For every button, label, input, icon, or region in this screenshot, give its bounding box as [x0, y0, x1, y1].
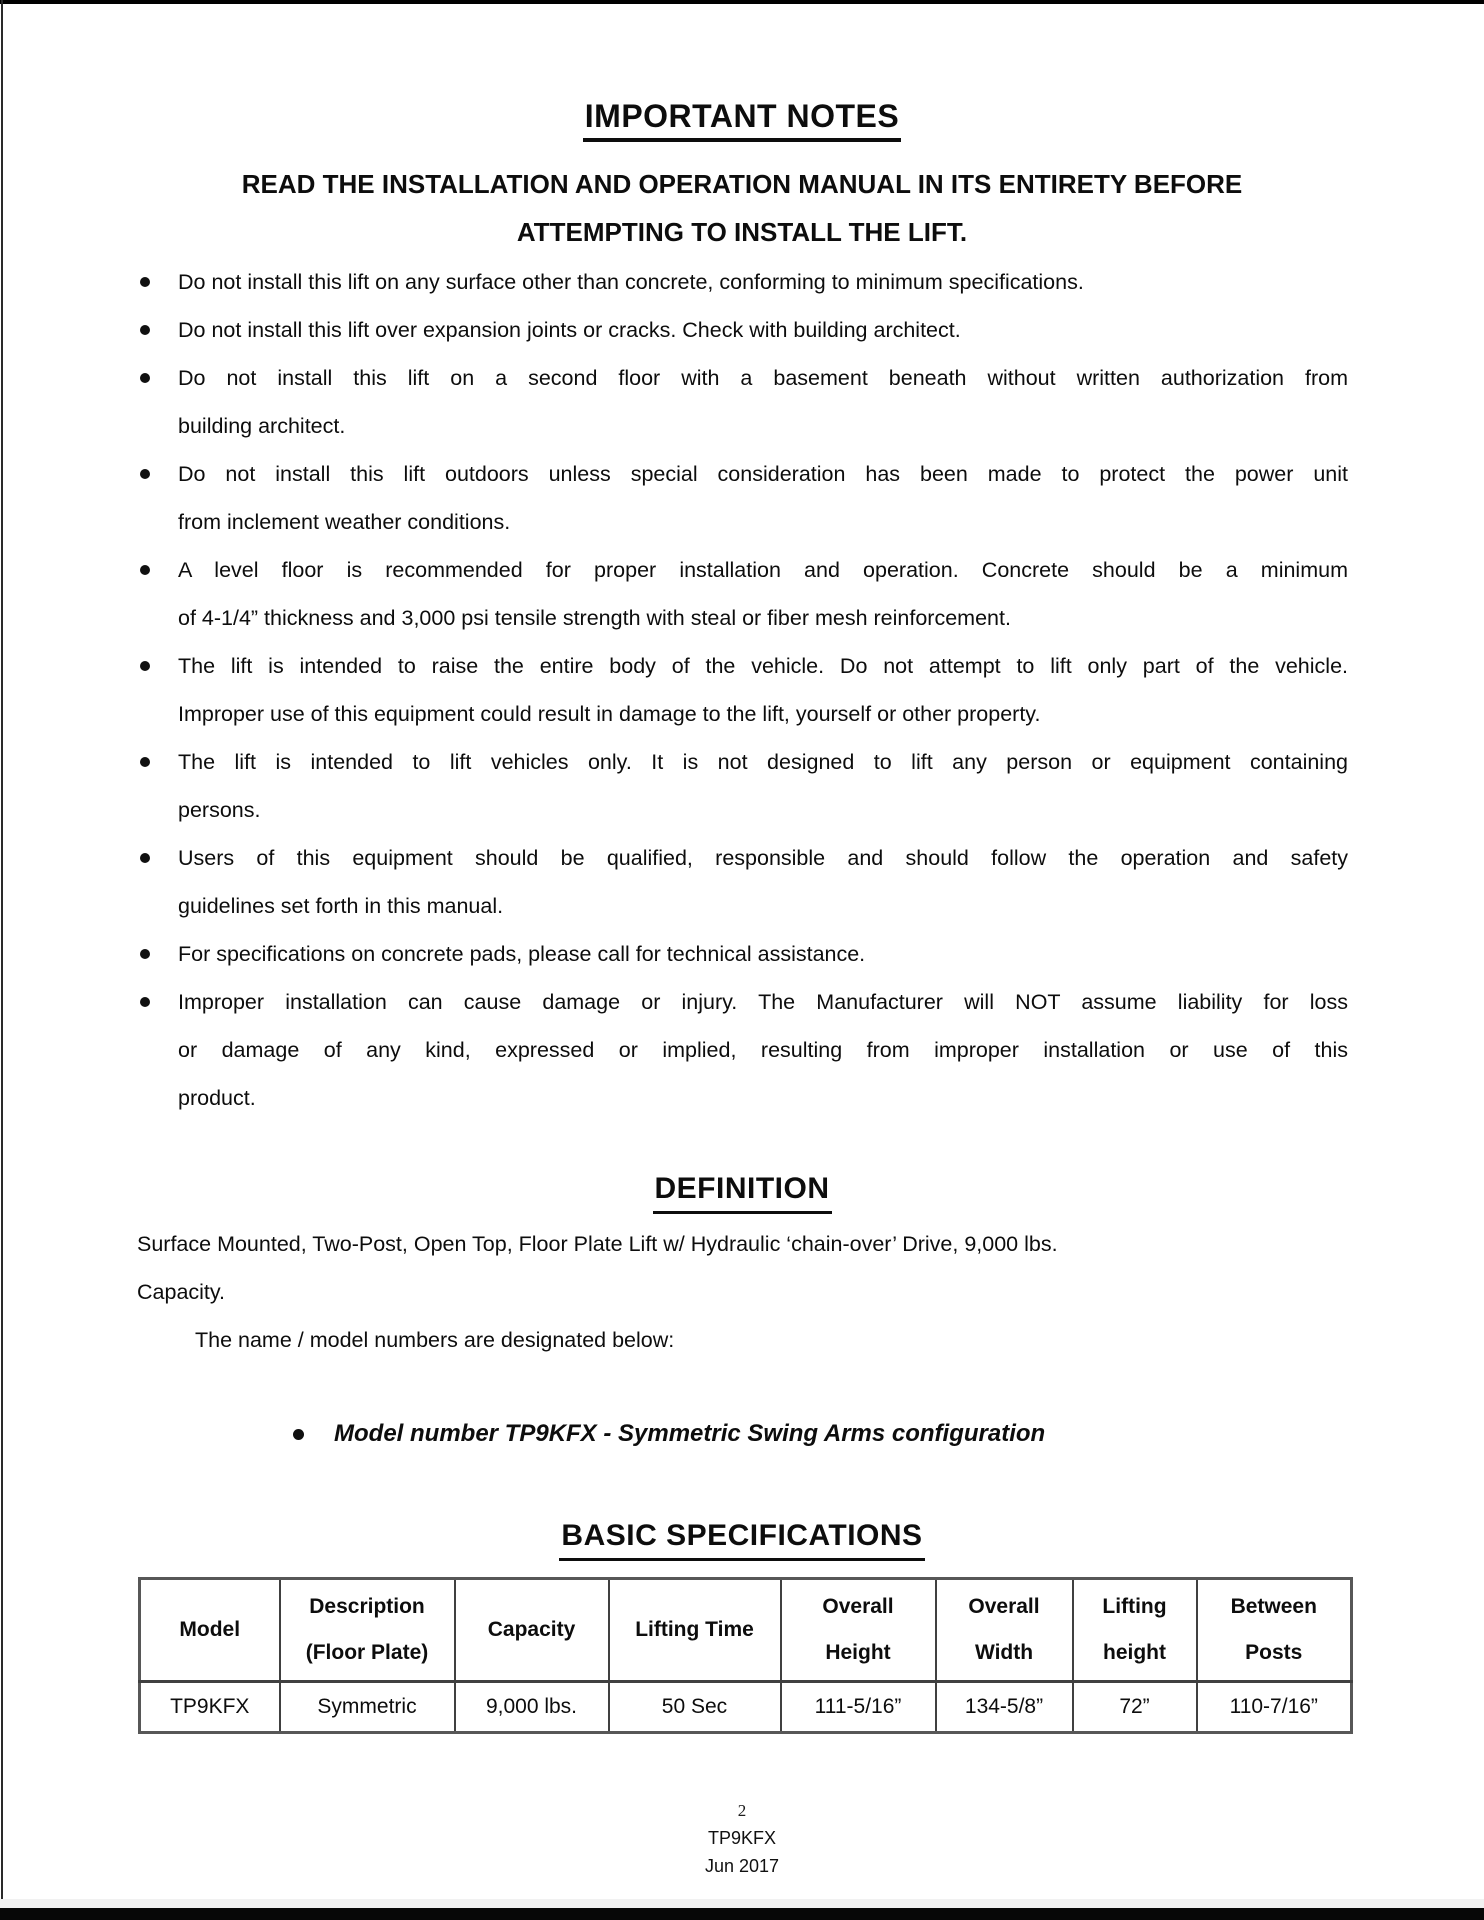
note-text	[178, 354, 1348, 450]
specifications-table	[138, 1577, 1353, 1734]
text-line: The lift is intended to lift vehicles only. It is not designed to lift any person or equipment containing	[178, 750, 1348, 774]
scan-top-edge	[0, 0, 1484, 4]
definition-paragraph	[137, 1220, 1348, 1316]
text-line: persons.	[178, 798, 261, 822]
bullet-icon	[140, 853, 150, 863]
cell-lifting-time: 50 Sec	[609, 1682, 781, 1733]
text-line: or damage of any kind, expressed or implied, resulting from improper installation or use of this	[178, 1038, 1348, 1062]
cell-lifting-height: 72”	[1073, 1682, 1197, 1733]
page-footer	[0, 1798, 1484, 1880]
text-line: of 4-1/4” thickness and 3,000 psi tensile strength with steal or fiber mesh reinforcement.	[178, 606, 1011, 630]
col-header-lifting-time: Lifting Time	[609, 1579, 781, 1682]
cell-between-posts: 110-7/16”	[1197, 1682, 1352, 1733]
col-header-lifting-height: Lifting height	[1073, 1579, 1197, 1682]
bullet-icon	[140, 325, 150, 335]
col-header-model: Model	[140, 1579, 280, 1682]
bullet-icon	[140, 277, 150, 287]
text-line: Do not install this lift on a second floor with a basement beneath without written authorization from	[178, 366, 1348, 390]
bullet-icon	[140, 661, 150, 671]
note-item	[178, 834, 1348, 930]
warning-line: ATTEMPTING TO INSTALL THE LIFT.	[516, 217, 968, 247]
col-header-capacity: Capacity	[455, 1579, 609, 1682]
page-title	[0, 96, 1484, 142]
model-number-item	[293, 1410, 1334, 1458]
bullet-icon	[140, 997, 150, 1007]
text-line: Do not install this lift outdoors unless special consideration has been made to protect the power unit	[178, 462, 1348, 486]
text-line: guidelines set forth in this manual.	[178, 894, 504, 918]
note-item	[178, 546, 1348, 642]
text-line: Surface Mounted, Two-Post, Open Top, Floor Plate Lift w/ Hydraulic ‘chain-over’ Drive, 9,000 lbs.	[137, 1232, 1058, 1256]
model-number-text: Model number TP9KFX - Symmetric Swing Arms configuration	[334, 1420, 1046, 1447]
bullet-icon	[140, 373, 150, 383]
scan-left-edge	[1, 0, 3, 1920]
note-text	[178, 258, 1348, 306]
cell-model: TP9KFX	[140, 1682, 280, 1733]
table-data-row	[140, 1682, 1352, 1733]
definition-heading-text: DEFINITION	[653, 1169, 832, 1214]
note-item	[178, 306, 1348, 354]
col-header-between-posts: Between Posts	[1197, 1579, 1352, 1682]
text-line: A level floor is recommended for proper installation and operation. Concrete should be a minimum	[178, 558, 1348, 582]
note-text	[178, 450, 1348, 546]
footer-date: Jun 2017	[704, 1856, 780, 1876]
scan-bottom-shade	[0, 1899, 1484, 1908]
note-item	[178, 930, 1348, 978]
bullet-icon	[140, 949, 150, 959]
note-item	[178, 978, 1348, 1122]
cell-capacity: 9,000 lbs.	[455, 1682, 609, 1733]
note-item	[178, 258, 1348, 306]
col-header-description: Description (Floor Plate)	[280, 1579, 455, 1682]
designation-line: The name / model numbers are designated below:	[195, 1328, 675, 1352]
text-line: from inclement weather conditions.	[178, 510, 511, 534]
bullet-icon	[140, 757, 150, 767]
note-item	[178, 642, 1348, 738]
bullet-icon	[140, 565, 150, 575]
note-text	[178, 834, 1348, 930]
text-line: The lift is intended to raise the entire body of the vehicle. Do not attempt to lift only part of the vehicle.	[178, 654, 1348, 678]
cell-overall-height: 111-5/16”	[781, 1682, 936, 1733]
footer-model: TP9KFX	[707, 1828, 777, 1848]
note-item	[178, 450, 1348, 546]
text-line: Do not install this lift over expansion joints or cracks. Check with building architect.	[178, 318, 961, 342]
cell-overall-width: 134-5/8”	[936, 1682, 1073, 1733]
note-text	[178, 546, 1348, 642]
basic-specifications-heading	[0, 1516, 1484, 1561]
basic-specifications-heading-text: BASIC SPECIFICATIONS	[559, 1516, 924, 1561]
table-header-row	[140, 1579, 1352, 1682]
note-text	[178, 978, 1348, 1122]
text-line: Improper installation can cause damage or injury. The Manufacturer will NOT assume liability for loss	[178, 990, 1348, 1014]
text-line: building architect.	[178, 414, 346, 438]
bullet-icon	[293, 1429, 304, 1440]
note-item	[178, 354, 1348, 450]
definition-heading	[0, 1169, 1484, 1214]
page-number: 2	[737, 1801, 747, 1820]
cell-description: Symmetric	[280, 1682, 455, 1733]
text-line: product.	[178, 1086, 256, 1110]
text-line: Do not install this lift on any surface other than concrete, conforming to minimum specifications.	[178, 270, 1084, 294]
note-item	[178, 738, 1348, 834]
note-text	[178, 930, 1348, 978]
note-text	[178, 306, 1348, 354]
text-line: For specifications on concrete pads, please call for technical assistance.	[178, 942, 866, 966]
read-manual-warning	[0, 160, 1484, 256]
page-content	[0, 96, 1484, 1880]
text-line: Capacity.	[137, 1280, 226, 1304]
warning-line: READ THE INSTALLATION AND OPERATION MANUAL IN ITS ENTIRETY BEFORE	[241, 169, 1243, 199]
note-text	[178, 642, 1348, 738]
page-title-text: IMPORTANT NOTES	[583, 96, 901, 142]
col-header-overall-height: Overall Height	[781, 1579, 936, 1682]
note-text	[178, 738, 1348, 834]
text-line: Improper use of this equipment could result in damage to the lift, yourself or other property.	[178, 702, 1041, 726]
bullet-icon	[140, 469, 150, 479]
important-notes-list	[178, 258, 1348, 1122]
scan-bottom-edge	[0, 1908, 1484, 1920]
text-line: Users of this equipment should be qualified, responsible and should follow the operation and safety	[178, 846, 1348, 870]
col-header-overall-width: Overall Width	[936, 1579, 1073, 1682]
